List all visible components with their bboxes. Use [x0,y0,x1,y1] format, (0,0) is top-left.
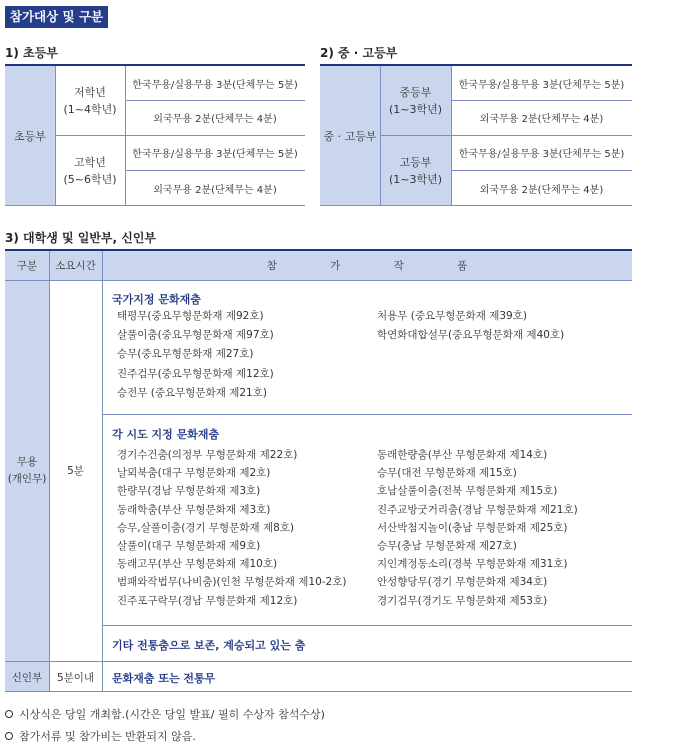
provincial-right-list [377,446,578,610]
list-item: 호남살풀이춤(전북 무형문화재 제15호) [377,485,558,498]
divider [5,205,305,206]
provincial-title: 각 시도 지정 문화재춤 [112,428,220,441]
elementary-table [5,66,305,206]
list-item: 안성향당무(경기 무형문화재 제34호) [377,576,548,589]
divider [5,691,632,692]
list-item: 살풀이춤(중요무형문화재 제97호) [117,329,274,342]
list-item: 승무,살풀이춤(경기 무형문화재 제8호) [117,521,295,534]
elementary-item: 외국무용 2분(단체무는 4분) [153,184,277,196]
elementary-heading: 1) 초등부 [5,46,58,60]
elementary-item: 한국무용/실용무용 3분(단체무는 5분) [132,149,298,160]
note-text: 시상식은 당일 개최함.(시간은 당일 발표/ 필히 수상자 참석수상) [19,708,325,721]
bullet-circle-icon [5,710,13,718]
list-item: 진주검무(중요무형문화재 제12호) [117,367,274,380]
other-dances: 기타 전통춤으로 보존, 계승되고 있는 춤 [112,639,306,652]
list-item: 태평무(중요무형문화재 제92호) [117,310,264,322]
list-item: 승무(중요무형문화재 제27호) [117,348,254,361]
divider [320,205,632,206]
divider [102,414,632,415]
divider [55,66,56,206]
divider [55,135,305,136]
general-table [5,251,632,692]
list-item: 경기검무(경기도 무형문화재 제53호) [377,594,548,607]
group-grades: (5~6학년) [63,172,117,186]
list-item: 승무(대전 무형문화재 제15호) [377,467,517,480]
list-item: 날뫼북춤(대구 무형문화재 제2호) [117,467,271,480]
list-item: 처용무 (중요무형문화재 제39호) [377,310,527,322]
national-title: 국가지정 문화재춤 [112,293,201,306]
divider [125,170,305,171]
section-title: 참가대상 및 구분 [5,6,108,28]
elementary-item: 외국무용 2분(단체무는 4분) [153,114,277,125]
group-name: 고등부 [399,155,432,169]
list-item: 한량무(경남 무형문화재 제3호) [117,485,261,498]
list-item: 동래고무(부산 무형문화재 제10호) [117,558,278,571]
note-item [5,728,196,744]
secondary-table [320,66,632,206]
group-name: 중등부 [399,85,432,99]
bullet-circle-icon [5,732,13,740]
dance-category-sub: (개인무) [7,472,47,485]
elementary-group-1 [55,66,125,135]
list-item: 진주교방굿거리춤(경남 무형문화재 제21호) [377,503,578,516]
secondary-item: 외국무용 2분(단체무는 4분) [479,114,604,125]
secondary-heading: 2) 중 · 고등부 [320,46,398,60]
header-time: 소요시간 [49,251,102,280]
secondary-item: 외국무용 2분(단체무는 4분) [479,184,604,196]
list-item: 동래학춤(부산 무형문화재 제3호) [117,503,271,516]
dance-time: 5분 [67,465,84,477]
divider [102,625,632,626]
header-works: 참 가 작 품 [102,251,632,280]
list-item: 승무(충남 무형문화재 제27호) [377,540,517,553]
newcomer-works: 문화재춤 또는 전통무 [112,672,216,685]
list-item: 학연화대합설무(중요무형문화재 제40호) [377,329,565,342]
secondary-group-2 [380,135,451,206]
list-item: 경기수건춤(의정부 무형문화재 제22호) [117,449,298,461]
elementary-item: 한국무용/실용무용 3분(단체무는 5분) [132,79,298,91]
secondary-item: 한국무용/실용무용 3분(단체무는 5분) [458,149,625,160]
elementary-group-2 [55,135,125,206]
list-item: 진주포구락무(경남 무형문화재 제12호) [117,594,298,607]
group-grades: (1~4학년) [63,102,117,116]
secondary-division-label: 중 · 고등부 [323,130,377,143]
divider [125,100,305,101]
provincial-left-list [117,446,346,610]
divider [102,251,103,692]
newcomer-category: 신인부 [5,662,49,692]
divider [49,251,50,692]
divider [125,66,126,206]
divider [380,135,632,136]
list-item: 지인계정동소리(경북 무형문화재 제31호) [377,558,568,571]
secondary-group-1 [380,66,451,135]
elementary-division-cell [5,66,55,206]
divider [451,170,632,171]
secondary-item: 한국무용/실용무용 3분(단체무는 5분) [458,79,625,91]
divider [451,100,632,101]
secondary-division-cell [320,66,380,206]
divider [380,66,381,206]
national-right-list [377,307,564,345]
list-item: 살풀이(대구 무형문화재 제9호) [117,540,261,553]
elementary-division-label: 초등부 [14,130,46,143]
newcomer-time: 5분이내 [56,671,95,684]
list-item: 범패와작법무(나비춤)(인천 무형문화재 제10-2호) [117,576,347,589]
header-category: 구분 [5,251,49,280]
note-item [5,706,325,722]
divider [5,280,632,281]
list-item: 동래한량춤(부산 무형문화재 제14호) [377,449,548,461]
dance-category: 무용 [16,455,38,468]
list-item: 승전무 (중요무형문화재 제21호) [117,386,267,399]
divider [451,66,452,206]
list-item: 서산박첨지놀이(충남 무형문화재 제25호) [377,521,568,534]
group-grades: (1~3학년) [388,172,443,186]
group-name: 저학년 [74,85,106,99]
national-left-list [117,307,274,403]
dance-category-cell [5,280,49,661]
group-name: 고학년 [74,155,106,169]
group-grades: (1~3학년) [388,102,443,116]
general-heading: 3) 대학생 및 일반부, 신인부 [5,231,157,245]
note-text: 참가서류 및 참가비는 반환되지 않음. [19,730,196,743]
